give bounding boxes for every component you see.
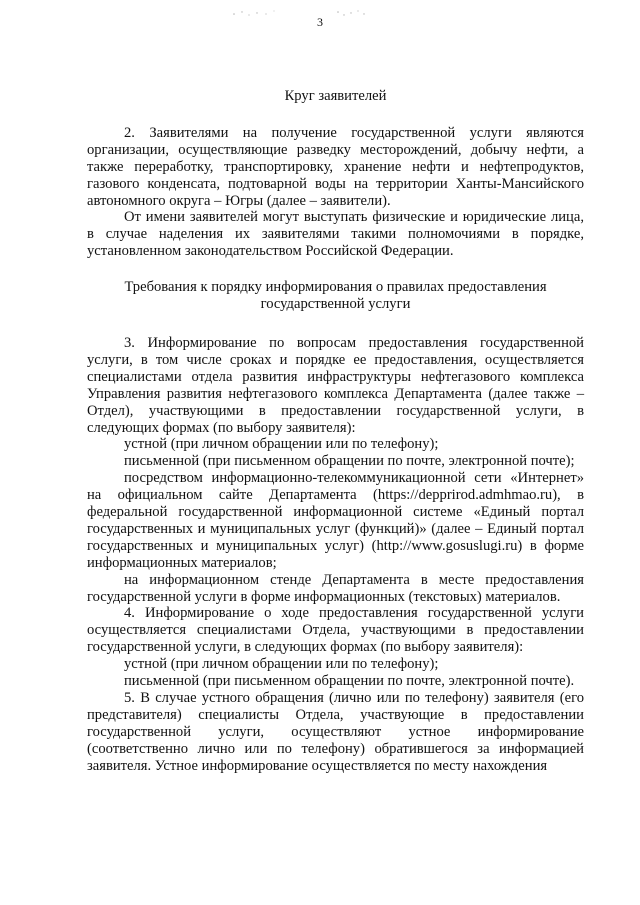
section-heading-information: Требования к порядку информирования о правилах предоставления государственной услуги [124,279,547,313]
list-item-oral: устной (при личном обращении или по телефону); [124,436,439,453]
paragraph-4: 4. Информирование о ходе предоставления государственной услуги осуществляется специалистами Отдела, участвующими в предоставлении государственной услуги, в следующих формах (по выбору заявителя): [87,605,584,656]
list-item-written-progress: письменной (при письменном обращении по почте, электронной почте). [124,673,575,690]
list-item-written: письменной (при письменном обращении по почте, электронной почте); [124,453,575,470]
list-item-internet: посредством информационно-телекоммуникационной сети «Интернет» на официальном сайте Департамента (https://depprirod.admhmao.ru), в федеральной государственной информационной системе «Единый портал государственных и муниципальных услуг (функций)» (далее – Единый портал государственных и муниципальных услуг) (http://www.gosuslugi.ru) в форме информационных материалов; [87,470,584,571]
paragraph-3: 3. Информирование по вопросам предоставления государственной услуги, в том числе сроках и порядке ее предоставления, осуществляется специалистами отдела развития инфраструктуры нефтегазового комплекса Управления развития нефтегазового комплекса Департамента (далее также – Отдел), участвующими в предоставлении государственной услуги, в следующих формах (по выбору заявителя): [87,334,584,436]
list-item-stand: на информационном стенде Департамента в месте предоставления государственной услуги в форме информационных (текстовых) материалов. [87,571,584,605]
paragraph-5: 5. В случае устного обращения (лично или по телефону) заявителя (его представителя) специалисты Отдела, участвующие в предоставлении государственной услуги, осуществляют устное информирование (соответственно лично или по телефону) обратившегося за информацией заявителя. Устное информирование осуществляется по месту нахождения [87,690,584,774]
list-item-oral-progress: устной (при личном обращении или по телефону); [124,656,439,673]
section-heading-applicants: Круг заявителей [284,88,387,104]
page-number: 3 [317,15,323,29]
document-body [87,88,584,775]
paragraph-2: 2. Заявителями на получение государственной услуги являются организации, осуществляющие разведку месторождений, добычу нефти, а также переработку, транспортировку, хранение нефти и нефтепродуктов, газового конденсата, подтоварной воды на территории Ханты-Мансийского автономного округа – Югры (далее – заявители). [87,124,584,209]
paragraph-representatives: От имени заявителей могут выступать физические и юридические лица, в случае наделения их заявителями такими полномочиями в порядке, установленном законодательством Российской Федерации. [87,209,584,260]
